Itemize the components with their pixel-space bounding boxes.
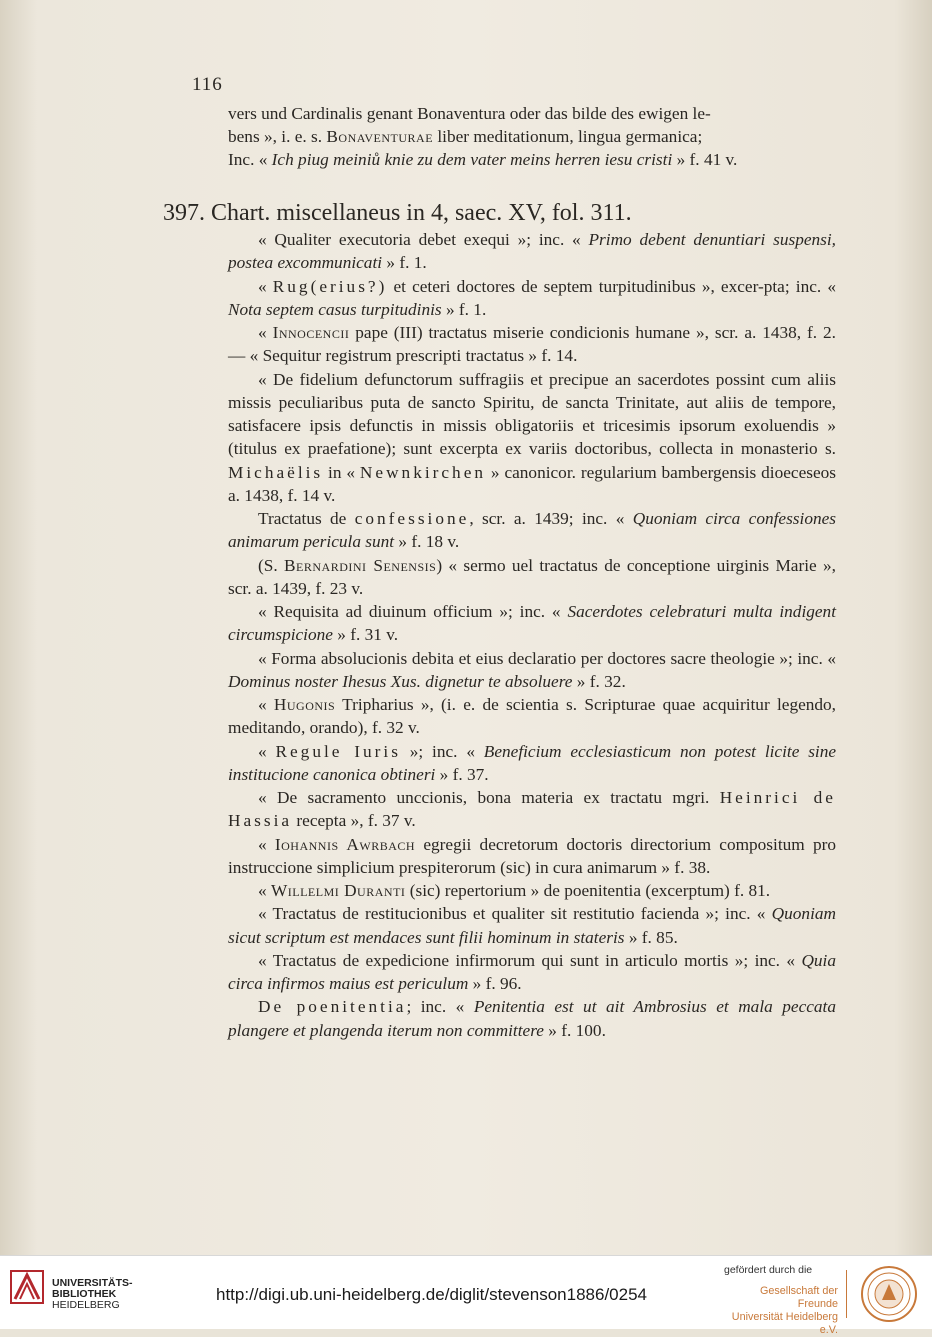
funded-by-label: gefördert durch die [724,1264,813,1276]
entry-4: « De fidelium defunctorum suffragiis et precipue an sacerdotes possint cum aliis missis peculiaribus puta de sancto Spiritu, de sancta Trinitate, aut aliis de tempore, satisfacere ipsis defunctis in missis obligatoriis et tricesimis ipsorum exoluendis » (titulus ex praefatione); sunt excerpta ex variis doctoribus, collecta in monasterio s. Michaëlis in « Newnkirchen » canonicor. regularium bambergensis dioeceseos a. 1438, f. 14 v. [228,369,836,505]
entry-1: « Qualiter executoria debet exequi »; inc. « Primo debent denuntiari suspensi, postea excommunicati » f. 1. [228,230,836,273]
entries-list [228,228,836,1042]
university-seal-icon[interactable] [858,1264,920,1324]
permalink-url[interactable]: http://digi.ub.uni-heidelberg.de/diglit/stevenson1886/0254 [216,1285,647,1304]
intro-line-1: vers und Cardinalis genant Bonaventura oder das bilde des ewigen le- [228,104,711,123]
intro-paragraph [228,102,836,172]
intro-line-2: bens », i. e. s. Bonaventurae liber meditationum, lingua germanica; [228,127,703,147]
entry-13: « Willelmi Duranti (sic) repertorium » de poenitentia (excerptum) f. 81. [258,881,771,900]
entry-heading: 397. Chart. miscellaneus in 4, saec. XV, fol. 311. [163,200,632,226]
entry-10: « Regule Iuris »; inc. « Beneficium ecclesiasticum non potest licite sine institucione canonica obtineri » f. 37. [228,741,837,784]
society-name[interactable]: Gesellschaft der Freunde Universität Heidelberg e.V. [731,1285,838,1336]
page-number: 116 [192,74,223,95]
library-name[interactable]: UNIVERSITÄTS- BIBLIOTHEK HEIDELBERG [52,1277,133,1311]
entry-16: De poenitentia; inc. « Penitentia est ut ait Ambrosius et mala peccata plangere et plangenda iterum non committere » f. 100. [228,997,836,1040]
entry-8: « Forma absolucionis debita et eius declaratio per doctores sacre theologie »; inc. « Dominus noster Ihesus Xus. dignetur te absoluere » f. 32. [228,648,836,691]
entry-12: « Iohannis Awrbach egregii decretorum doctoris directorium compositum pro instruccione simplicium prespiterorum (sic) in cura animarum » f. 38. [228,834,836,877]
entry-15: « Tractatus de expedicione infirmorum qui sunt in articulo mortis »; inc. « Quia circa infirmos maius est periculum » f. 96. [228,950,836,993]
entry-14: « Tractatus de restitucionibus et qualiter sit restitutio facienda »; inc. « Quoniam sicut scriptum est mendaces sunt filii hominum in stateris » f. 85. [228,904,836,947]
entry-7: « Requisita ad diuinum officium »; inc. « Sacerdotes celebraturi multa indigent circumspicione » f. 31 v. [228,602,836,645]
entry-6: (S. Bernardini Senensis) « sermo uel tractatus de conceptione uirginis Marie », scr. a. 1439, f. 23 v. [228,555,836,598]
footer-bar [0,1255,932,1336]
footer-divider [846,1270,847,1318]
entry-2: « Rug(erius?) et ceteri doctores de septem turpitudinibus », excer-pta; inc. « Nota septem casus turpitudinis » f. 1. [228,276,836,319]
entry-5: Tractatus de confessione, scr. a. 1439; inc. « Quoniam circa confessiones animarum pericula sunt » f. 18 v. [228,509,836,552]
ub-logo-icon[interactable] [10,1270,44,1304]
entry-3: « Innocencii pape (III) tractatus miserie condicionis humane », scr. a. 1438, f. 2. — « Sequitur registrum prescripti tractatus » f. 14. [228,323,837,366]
intro-line-3: Inc. « Ich piug meiniů knie zu dem vater meins herren iesu cristi » f. 41 v. [228,150,738,170]
entry-9: « Hugonis Tripharius », (i. e. de scientia s. Scripturae quae acquiritur legendo, meditando, orando), f. 32 v. [228,695,836,738]
entry-11: « De sacramento unccionis, bona materia ex tractatu mgri. Heinrici de Hassia recepta », f. 37 v. [228,788,836,831]
